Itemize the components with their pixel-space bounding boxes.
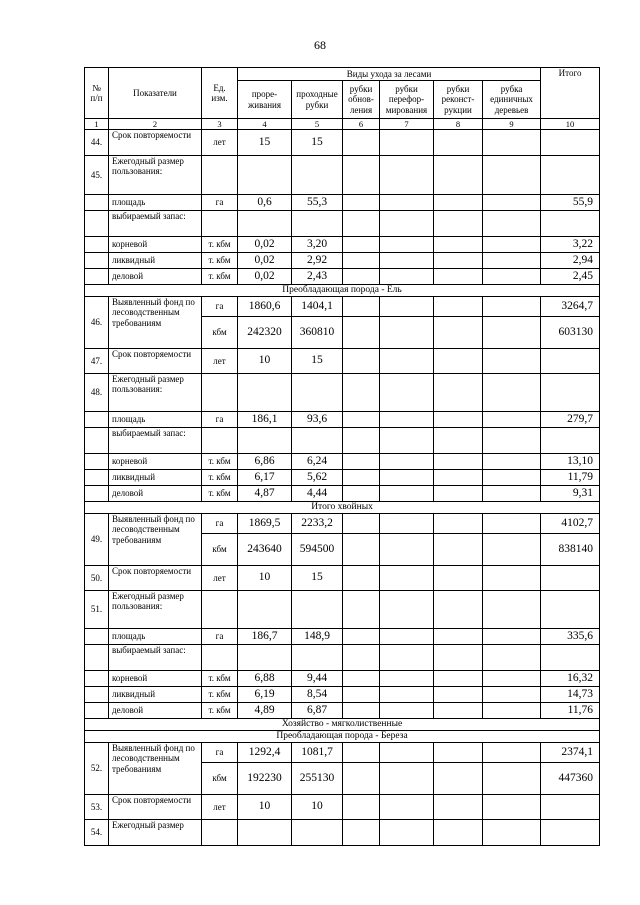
value-thinning: 243640 bbox=[238, 534, 292, 566]
table-row bbox=[85, 412, 600, 428]
row-label: ликвидный bbox=[109, 470, 202, 486]
colnum: 9 bbox=[483, 119, 541, 130]
value-total: 447360 bbox=[541, 763, 600, 795]
value-passage: 148,9 bbox=[292, 629, 343, 645]
table-row bbox=[85, 703, 600, 719]
value-total: 14,73 bbox=[541, 687, 600, 703]
table-row bbox=[85, 349, 600, 374]
value-total: 3,22 bbox=[541, 237, 600, 253]
row-unit: га bbox=[202, 195, 238, 211]
row-number: 45. bbox=[85, 156, 109, 195]
value-thinning: 186,7 bbox=[238, 629, 292, 645]
row-unit: т. кбм bbox=[202, 486, 238, 502]
col-passage-cut-header: проходные рубки bbox=[292, 81, 343, 119]
row-label: выбираемый запас: bbox=[109, 428, 202, 454]
colnum: 8 bbox=[434, 119, 483, 130]
table-row bbox=[85, 428, 600, 454]
row-number: 49. bbox=[85, 514, 109, 566]
colnum: 5 bbox=[292, 119, 343, 130]
value-passage: 15 bbox=[292, 566, 343, 591]
value-total: 9,31 bbox=[541, 486, 600, 502]
value-passage: 93,6 bbox=[292, 412, 343, 428]
value-passage: 1404,1 bbox=[292, 297, 343, 317]
value-thinning: 1292,4 bbox=[238, 743, 292, 763]
value-thinning: 10 bbox=[238, 566, 292, 591]
row-unit: га bbox=[202, 412, 238, 428]
value-passage: 2,92 bbox=[292, 253, 343, 269]
row-unit: т. кбм bbox=[202, 237, 238, 253]
row-unit: лет bbox=[202, 795, 238, 820]
colnum: 7 bbox=[380, 119, 434, 130]
value-passage: 255130 bbox=[292, 763, 343, 795]
table-row bbox=[85, 130, 600, 156]
row-number: 48. bbox=[85, 374, 109, 412]
value-passage: 55,3 bbox=[292, 195, 343, 211]
section-heading: Итого хвойных bbox=[85, 502, 600, 514]
forest-care-table bbox=[84, 67, 600, 846]
row-label: Ежегодный размер пользования: bbox=[109, 156, 202, 195]
row-unit: т. кбм bbox=[202, 703, 238, 719]
table-row bbox=[85, 156, 600, 195]
value-thinning: 6,19 bbox=[238, 687, 292, 703]
row-label: Срок повторяемости bbox=[109, 349, 202, 374]
table-row bbox=[85, 269, 600, 285]
value-passage: 6,87 bbox=[292, 703, 343, 719]
section-heading: Хозяйство - мягколиственные bbox=[85, 719, 600, 731]
table-row bbox=[85, 591, 600, 629]
table-row bbox=[85, 743, 600, 763]
table-row bbox=[85, 671, 600, 687]
value-total: 335,6 bbox=[541, 629, 600, 645]
value-thinning: 6,88 bbox=[238, 671, 292, 687]
table-row bbox=[85, 795, 600, 820]
row-label: Ежегодный размер bbox=[109, 820, 202, 846]
value-thinning: 0,02 bbox=[238, 237, 292, 253]
value-thinning: 186,1 bbox=[238, 412, 292, 428]
colnum: 2 bbox=[109, 119, 202, 130]
row-label: Ежегодный размер пользования: bbox=[109, 591, 202, 629]
table-row bbox=[85, 237, 600, 253]
value-thinning: 10 bbox=[238, 795, 292, 820]
value-passage: 9,44 bbox=[292, 671, 343, 687]
col-no-header: № п/п bbox=[85, 68, 109, 119]
table-row bbox=[85, 211, 600, 237]
row-number: 46. bbox=[85, 297, 109, 349]
value-total: 2374,1 bbox=[541, 743, 600, 763]
value-passage: 1081,7 bbox=[292, 743, 343, 763]
table-row bbox=[85, 486, 600, 502]
row-label: Выявленный фонд по лесоводственным требованиям bbox=[109, 743, 202, 795]
table-row bbox=[85, 514, 600, 534]
row-label: корневой bbox=[109, 454, 202, 470]
table-row bbox=[85, 820, 600, 846]
row-unit: кбм bbox=[202, 763, 238, 795]
value-total: 13,10 bbox=[541, 454, 600, 470]
value-thinning: 0,02 bbox=[238, 253, 292, 269]
section-heading: Преобладающая порода - Ель bbox=[85, 285, 600, 297]
col-total-header: Итого bbox=[541, 68, 600, 119]
table-row bbox=[85, 195, 600, 211]
col-reconstruct-cut-header: рубки реконст-рукции bbox=[434, 81, 483, 119]
row-label: Ежегодный размер пользования: bbox=[109, 374, 202, 412]
col-single-tree-header: рубка единичных деревьев bbox=[483, 81, 541, 119]
table-row bbox=[85, 253, 600, 269]
table-row bbox=[85, 566, 600, 591]
value-thinning: 10 bbox=[238, 349, 292, 374]
value-thinning: 4,87 bbox=[238, 486, 292, 502]
table-row bbox=[85, 687, 600, 703]
value-thinning: 0,02 bbox=[238, 269, 292, 285]
section-heading: Преобладающая порода - Береза bbox=[85, 731, 600, 743]
value-passage: 2233,2 bbox=[292, 514, 343, 534]
value-total: 55,9 bbox=[541, 195, 600, 211]
row-unit: лет bbox=[202, 130, 238, 156]
value-total: 16,32 bbox=[541, 671, 600, 687]
row-number: 50. bbox=[85, 566, 109, 591]
colnum: 10 bbox=[541, 119, 600, 130]
value-total: 11,79 bbox=[541, 470, 600, 486]
colnum: 3 bbox=[202, 119, 238, 130]
row-number: 53. bbox=[85, 795, 109, 820]
value-thinning: 6,86 bbox=[238, 454, 292, 470]
row-label: корневой bbox=[109, 671, 202, 687]
value-total: 2,94 bbox=[541, 253, 600, 269]
row-unit: га bbox=[202, 514, 238, 534]
value-total: 3264,7 bbox=[541, 297, 600, 317]
col-unit-header: Ед. изм. bbox=[202, 68, 238, 119]
row-unit: га bbox=[202, 629, 238, 645]
row-unit: га bbox=[202, 743, 238, 763]
row-label: выбираемый запас: bbox=[109, 645, 202, 671]
value-passage: 15 bbox=[292, 130, 343, 156]
value-passage: 2,43 bbox=[292, 269, 343, 285]
page-number: 68 bbox=[314, 38, 326, 52]
row-label: деловой bbox=[109, 269, 202, 285]
row-label: деловой bbox=[109, 703, 202, 719]
value-thinning: 1860,6 bbox=[238, 297, 292, 317]
colnum: 1 bbox=[85, 119, 109, 130]
row-unit: га bbox=[202, 297, 238, 317]
col-thinning-header: прорe-живания bbox=[238, 81, 292, 119]
table-row bbox=[85, 645, 600, 671]
table-row bbox=[85, 454, 600, 470]
table-row bbox=[85, 374, 600, 412]
row-label: Срок повторяемости bbox=[109, 130, 202, 156]
row-unit: лет bbox=[202, 349, 238, 374]
value-passage: 4,44 bbox=[292, 486, 343, 502]
row-unit: т. кбм bbox=[202, 671, 238, 687]
row-label: площадь bbox=[109, 629, 202, 645]
value-passage: 8,54 bbox=[292, 687, 343, 703]
row-unit: т. кбм bbox=[202, 687, 238, 703]
row-label: корневой bbox=[109, 237, 202, 253]
care-types-header: Виды ухода за лесами bbox=[238, 68, 541, 81]
value-passage: 594500 bbox=[292, 534, 343, 566]
row-label: выбираемый запас: bbox=[109, 211, 202, 237]
value-total: 11,76 bbox=[541, 703, 600, 719]
row-number: 47. bbox=[85, 349, 109, 374]
value-thinning: 6,17 bbox=[238, 470, 292, 486]
row-unit: лет bbox=[202, 566, 238, 591]
row-number: 52. bbox=[85, 743, 109, 795]
table-row bbox=[85, 470, 600, 486]
row-label: деловой bbox=[109, 486, 202, 502]
value-thinning: 4,89 bbox=[238, 703, 292, 719]
value-thinning: 242320 bbox=[238, 317, 292, 349]
value-thinning: 0,6 bbox=[238, 195, 292, 211]
colnum: 6 bbox=[343, 119, 380, 130]
value-passage: 3,20 bbox=[292, 237, 343, 253]
value-total: 2,45 bbox=[541, 269, 600, 285]
row-label: площадь bbox=[109, 195, 202, 211]
value-passage: 360810 bbox=[292, 317, 343, 349]
row-label: Срок повторяемости bbox=[109, 566, 202, 591]
col-renewal-cut-header: рубки обнов-ления bbox=[343, 81, 380, 119]
colnum: 4 bbox=[238, 119, 292, 130]
value-thinning: 15 bbox=[238, 130, 292, 156]
table-row bbox=[85, 297, 600, 317]
value-total: 4102,7 bbox=[541, 514, 600, 534]
row-label: Выявленный фонд по лесоводственным требованиям bbox=[109, 297, 202, 349]
row-number: 54. bbox=[85, 820, 109, 846]
row-unit: кбм bbox=[202, 317, 238, 349]
row-number: 44. bbox=[85, 130, 109, 156]
row-unit: т. кбм bbox=[202, 470, 238, 486]
row-label: площадь bbox=[109, 412, 202, 428]
row-unit: кбм bbox=[202, 534, 238, 566]
row-number: 51. bbox=[85, 591, 109, 629]
table-row bbox=[85, 629, 600, 645]
row-label: ликвидный bbox=[109, 687, 202, 703]
row-label: Срок повторяемости bbox=[109, 795, 202, 820]
value-total: 838140 bbox=[541, 534, 600, 566]
value-passage: 10 bbox=[292, 795, 343, 820]
col-indicator-header: Показатели bbox=[109, 68, 202, 119]
value-thinning: 1869,5 bbox=[238, 514, 292, 534]
col-reform-cut-header: рубки перефор-мирования bbox=[380, 81, 434, 119]
row-label: ликвидный bbox=[109, 253, 202, 269]
value-passage: 5,62 bbox=[292, 470, 343, 486]
value-total: 603130 bbox=[541, 317, 600, 349]
value-passage: 15 bbox=[292, 349, 343, 374]
value-total: 279,7 bbox=[541, 412, 600, 428]
value-passage: 6,24 bbox=[292, 454, 343, 470]
row-unit: т. кбм bbox=[202, 253, 238, 269]
row-unit: т. кбм bbox=[202, 269, 238, 285]
value-thinning: 192230 bbox=[238, 763, 292, 795]
row-label: Выявленный фонд по лесоводственным требованиям bbox=[109, 514, 202, 566]
row-unit: т. кбм bbox=[202, 454, 238, 470]
